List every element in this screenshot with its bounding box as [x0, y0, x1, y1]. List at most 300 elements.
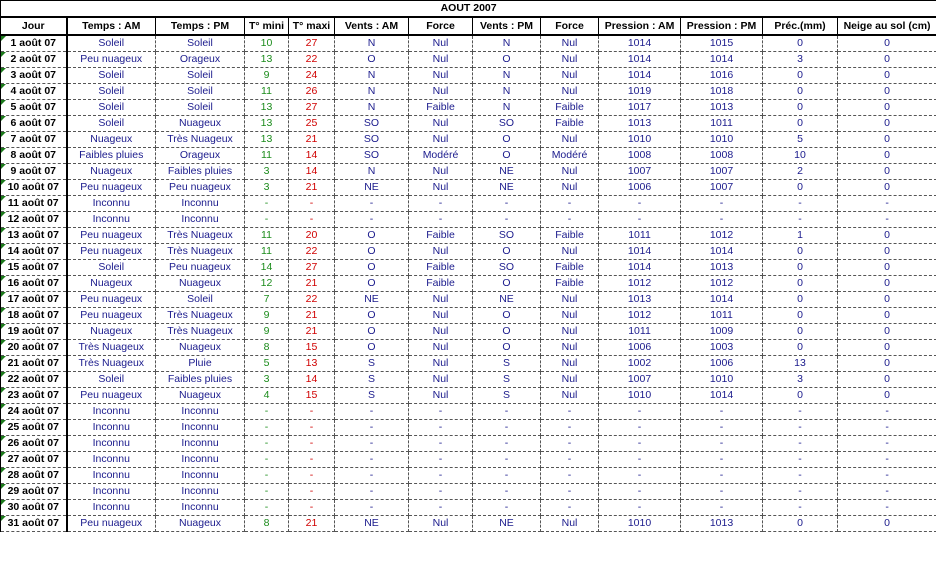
force-pm-cell[interactable]: Nul	[541, 244, 599, 260]
precip-cell[interactable]: -	[763, 436, 838, 452]
force-am-cell[interactable]: Nul	[409, 164, 473, 180]
wind-pm-cell[interactable]: S	[473, 356, 541, 372]
day-cell[interactable]: 25 août 07	[1, 420, 67, 436]
force-am-cell[interactable]: -	[409, 452, 473, 468]
pressure-am-cell[interactable]: 1007	[599, 164, 681, 180]
snow-cell[interactable]: -	[838, 196, 936, 212]
weather-am-cell[interactable]: Soleil	[67, 116, 156, 132]
precip-cell[interactable]: 0	[763, 35, 838, 52]
wind-pm-cell[interactable]: NE	[473, 164, 541, 180]
snow-cell[interactable]: 0	[838, 356, 936, 372]
snow-cell[interactable]: 0	[838, 148, 936, 164]
force-pm-cell[interactable]: -	[541, 420, 599, 436]
snow-cell[interactable]: -	[838, 212, 936, 228]
force-pm-cell[interactable]: Modéré	[541, 148, 599, 164]
force-am-cell[interactable]: Nul	[409, 68, 473, 84]
header-neige[interactable]: Neige au sol (cm)	[838, 17, 936, 35]
force-am-cell[interactable]: -	[409, 196, 473, 212]
force-pm-cell[interactable]: Nul	[541, 132, 599, 148]
max-temp-cell[interactable]: 21	[289, 276, 335, 292]
min-temp-cell[interactable]: 8	[245, 516, 289, 532]
weather-pm-cell[interactable]: Soleil	[156, 292, 245, 308]
wind-pm-cell[interactable]: O	[473, 244, 541, 260]
min-temp-cell[interactable]: 10	[245, 35, 289, 52]
wind-am-cell[interactable]: NE	[335, 516, 409, 532]
min-temp-cell[interactable]: 13	[245, 132, 289, 148]
pressure-am-cell[interactable]: 1014	[599, 52, 681, 68]
pressure-am-cell[interactable]: 1012	[599, 308, 681, 324]
snow-cell[interactable]: 0	[838, 100, 936, 116]
precip-cell[interactable]: 0	[763, 68, 838, 84]
wind-pm-cell[interactable]: NE	[473, 516, 541, 532]
day-cell[interactable]: 28 août 07	[1, 468, 67, 484]
weather-am-cell[interactable]: Peu nuageux	[67, 388, 156, 404]
force-pm-cell[interactable]: Nul	[541, 52, 599, 68]
precip-cell[interactable]: 0	[763, 388, 838, 404]
force-am-cell[interactable]: Nul	[409, 308, 473, 324]
pressure-am-cell[interactable]: 1007	[599, 372, 681, 388]
max-temp-cell[interactable]: 22	[289, 292, 335, 308]
max-temp-cell[interactable]: -	[289, 484, 335, 500]
weather-pm-cell[interactable]: Inconnu	[156, 404, 245, 420]
day-cell[interactable]: 31 août 07	[1, 516, 67, 532]
snow-cell[interactable]: 0	[838, 68, 936, 84]
snow-cell[interactable]: 0	[838, 324, 936, 340]
force-pm-cell[interactable]: -	[541, 484, 599, 500]
wind-pm-cell[interactable]: SO	[473, 260, 541, 276]
day-cell[interactable]: 7 août 07	[1, 132, 67, 148]
min-temp-cell[interactable]: 9	[245, 324, 289, 340]
max-temp-cell[interactable]: 15	[289, 340, 335, 356]
pressure-pm-cell[interactable]: 1011	[681, 308, 763, 324]
wind-pm-cell[interactable]: O	[473, 276, 541, 292]
weather-am-cell[interactable]: Inconnu	[67, 468, 156, 484]
wind-pm-cell[interactable]: O	[473, 308, 541, 324]
pressure-am-cell[interactable]: -	[599, 468, 681, 484]
pressure-am-cell[interactable]: 1006	[599, 180, 681, 196]
force-pm-cell[interactable]: -	[541, 212, 599, 228]
header-precipitation[interactable]: Préc.(mm)	[763, 17, 838, 35]
force-am-cell[interactable]: Nul	[409, 372, 473, 388]
precip-cell[interactable]: 1	[763, 228, 838, 244]
force-am-cell[interactable]: Nul	[409, 116, 473, 132]
max-temp-cell[interactable]: 22	[289, 52, 335, 68]
force-am-cell[interactable]: -	[409, 404, 473, 420]
header-temps-am[interactable]: Temps : AM	[67, 17, 156, 35]
max-temp-cell[interactable]: 13	[289, 356, 335, 372]
pressure-pm-cell[interactable]: 1011	[681, 116, 763, 132]
precip-cell[interactable]: 0	[763, 116, 838, 132]
wind-am-cell[interactable]: S	[335, 388, 409, 404]
snow-cell[interactable]: 0	[838, 516, 936, 532]
wind-pm-cell[interactable]: SO	[473, 116, 541, 132]
pressure-pm-cell[interactable]: 1013	[681, 260, 763, 276]
wind-am-cell[interactable]: -	[335, 420, 409, 436]
pressure-am-cell[interactable]: 1014	[599, 260, 681, 276]
pressure-pm-cell[interactable]: 1014	[681, 292, 763, 308]
min-temp-cell[interactable]: -	[245, 452, 289, 468]
pressure-pm-cell[interactable]: 1009	[681, 324, 763, 340]
wind-pm-cell[interactable]: N	[473, 100, 541, 116]
force-pm-cell[interactable]: Faible	[541, 276, 599, 292]
weather-am-cell[interactable]: Nuageux	[67, 276, 156, 292]
force-am-cell[interactable]: Nul	[409, 180, 473, 196]
max-temp-cell[interactable]: 24	[289, 68, 335, 84]
day-cell[interactable]: 21 août 07	[1, 356, 67, 372]
wind-am-cell[interactable]: N	[335, 164, 409, 180]
day-cell[interactable]: 22 août 07	[1, 372, 67, 388]
snow-cell[interactable]: -	[838, 500, 936, 516]
weather-pm-cell[interactable]: Nuageux	[156, 340, 245, 356]
snow-cell[interactable]: 0	[838, 132, 936, 148]
pressure-am-cell[interactable]: 1019	[599, 84, 681, 100]
force-pm-cell[interactable]: Nul	[541, 292, 599, 308]
min-temp-cell[interactable]: -	[245, 196, 289, 212]
min-temp-cell[interactable]: 13	[245, 116, 289, 132]
weather-pm-cell[interactable]: Très Nuageux	[156, 228, 245, 244]
pressure-pm-cell[interactable]: 1014	[681, 244, 763, 260]
pressure-am-cell[interactable]: 1014	[599, 35, 681, 52]
force-am-cell[interactable]: -	[409, 500, 473, 516]
weather-am-cell[interactable]: Peu nuageux	[67, 516, 156, 532]
min-temp-cell[interactable]: -	[245, 484, 289, 500]
precip-cell[interactable]: -	[763, 484, 838, 500]
pressure-am-cell[interactable]: 1014	[599, 68, 681, 84]
day-cell[interactable]: 2 août 07	[1, 52, 67, 68]
weather-pm-cell[interactable]: Très Nuageux	[156, 308, 245, 324]
max-temp-cell[interactable]: 20	[289, 228, 335, 244]
max-temp-cell[interactable]: -	[289, 420, 335, 436]
snow-cell[interactable]: 0	[838, 372, 936, 388]
min-temp-cell[interactable]: 5	[245, 356, 289, 372]
force-pm-cell[interactable]: -	[541, 196, 599, 212]
max-temp-cell[interactable]: 27	[289, 100, 335, 116]
weather-am-cell[interactable]: Nuageux	[67, 132, 156, 148]
max-temp-cell[interactable]: 21	[289, 324, 335, 340]
precip-cell[interactable]: 0	[763, 340, 838, 356]
force-pm-cell[interactable]: Nul	[541, 372, 599, 388]
wind-am-cell[interactable]: N	[335, 35, 409, 52]
pressure-pm-cell[interactable]: -	[681, 436, 763, 452]
min-temp-cell[interactable]: -	[245, 404, 289, 420]
min-temp-cell[interactable]: 3	[245, 372, 289, 388]
max-temp-cell[interactable]: -	[289, 500, 335, 516]
day-cell[interactable]: 19 août 07	[1, 324, 67, 340]
pressure-pm-cell[interactable]: 1014	[681, 388, 763, 404]
wind-pm-cell[interactable]: O	[473, 324, 541, 340]
wind-am-cell[interactable]: O	[335, 228, 409, 244]
pressure-am-cell[interactable]: -	[599, 436, 681, 452]
snow-cell[interactable]: -	[838, 484, 936, 500]
pressure-am-cell[interactable]: -	[599, 404, 681, 420]
min-temp-cell[interactable]: 11	[245, 228, 289, 244]
day-cell[interactable]: 9 août 07	[1, 164, 67, 180]
force-pm-cell[interactable]: Nul	[541, 180, 599, 196]
precip-cell[interactable]: -	[763, 468, 838, 484]
snow-cell[interactable]: 0	[838, 276, 936, 292]
snow-cell[interactable]: 0	[838, 116, 936, 132]
snow-cell[interactable]: -	[838, 404, 936, 420]
pressure-am-cell[interactable]: 1014	[599, 244, 681, 260]
force-pm-cell[interactable]: Nul	[541, 324, 599, 340]
pressure-pm-cell[interactable]: 1008	[681, 148, 763, 164]
force-am-cell[interactable]: Faible	[409, 260, 473, 276]
force-am-cell[interactable]: Nul	[409, 244, 473, 260]
snow-cell[interactable]: 0	[838, 180, 936, 196]
force-pm-cell[interactable]: Faible	[541, 260, 599, 276]
wind-pm-cell[interactable]: S	[473, 388, 541, 404]
wind-am-cell[interactable]: S	[335, 356, 409, 372]
day-cell[interactable]: 20 août 07	[1, 340, 67, 356]
pressure-pm-cell[interactable]: 1003	[681, 340, 763, 356]
day-cell[interactable]: 16 août 07	[1, 276, 67, 292]
weather-am-cell[interactable]: Inconnu	[67, 500, 156, 516]
pressure-am-cell[interactable]: 1010	[599, 132, 681, 148]
snow-cell[interactable]: -	[838, 436, 936, 452]
weather-pm-cell[interactable]: Peu nuageux	[156, 260, 245, 276]
max-temp-cell[interactable]: 25	[289, 116, 335, 132]
weather-pm-cell[interactable]: Nuageux	[156, 516, 245, 532]
precip-cell[interactable]: -	[763, 212, 838, 228]
precip-cell[interactable]: 0	[763, 516, 838, 532]
wind-am-cell[interactable]: -	[335, 212, 409, 228]
wind-am-cell[interactable]: SO	[335, 148, 409, 164]
weather-pm-cell[interactable]: Orageux	[156, 52, 245, 68]
precip-cell[interactable]: 0	[763, 260, 838, 276]
force-pm-cell[interactable]: Nul	[541, 388, 599, 404]
force-am-cell[interactable]: Modéré	[409, 148, 473, 164]
min-temp-cell[interactable]: -	[245, 212, 289, 228]
weather-pm-cell[interactable]: Inconnu	[156, 452, 245, 468]
force-pm-cell[interactable]: -	[541, 404, 599, 420]
day-cell[interactable]: 23 août 07	[1, 388, 67, 404]
wind-pm-cell[interactable]: SO	[473, 228, 541, 244]
snow-cell[interactable]: 0	[838, 52, 936, 68]
wind-am-cell[interactable]: O	[335, 308, 409, 324]
snow-cell[interactable]: 0	[838, 260, 936, 276]
max-temp-cell[interactable]: 14	[289, 148, 335, 164]
max-temp-cell[interactable]: -	[289, 452, 335, 468]
min-temp-cell[interactable]: 9	[245, 68, 289, 84]
weather-am-cell[interactable]: Soleil	[67, 260, 156, 276]
pressure-pm-cell[interactable]: 1012	[681, 276, 763, 292]
weather-pm-cell[interactable]: Très Nuageux	[156, 244, 245, 260]
pressure-pm-cell[interactable]: -	[681, 484, 763, 500]
weather-pm-cell[interactable]: Inconnu	[156, 196, 245, 212]
precip-cell[interactable]: 2	[763, 164, 838, 180]
pressure-am-cell[interactable]: 1010	[599, 388, 681, 404]
precip-cell[interactable]: 0	[763, 324, 838, 340]
pressure-pm-cell[interactable]: 1013	[681, 100, 763, 116]
weather-am-cell[interactable]: Peu nuageux	[67, 244, 156, 260]
precip-cell[interactable]: -	[763, 404, 838, 420]
wind-am-cell[interactable]: -	[335, 196, 409, 212]
max-temp-cell[interactable]: -	[289, 212, 335, 228]
wind-pm-cell[interactable]: N	[473, 84, 541, 100]
force-pm-cell[interactable]: -	[541, 468, 599, 484]
precip-cell[interactable]: -	[763, 420, 838, 436]
weather-am-cell[interactable]: Inconnu	[67, 404, 156, 420]
precip-cell[interactable]: 0	[763, 244, 838, 260]
wind-pm-cell[interactable]: -	[473, 436, 541, 452]
weather-am-cell[interactable]: Peu nuageux	[67, 228, 156, 244]
snow-cell[interactable]: -	[838, 452, 936, 468]
day-cell[interactable]: 27 août 07	[1, 452, 67, 468]
pressure-am-cell[interactable]: 1013	[599, 292, 681, 308]
pressure-pm-cell[interactable]: -	[681, 420, 763, 436]
header-force-am[interactable]: Force	[409, 17, 473, 35]
snow-cell[interactable]: 0	[838, 164, 936, 180]
precip-cell[interactable]: 0	[763, 100, 838, 116]
force-pm-cell[interactable]: Nul	[541, 68, 599, 84]
min-temp-cell[interactable]: 4	[245, 388, 289, 404]
force-am-cell[interactable]: Nul	[409, 356, 473, 372]
precip-cell[interactable]: -	[763, 196, 838, 212]
force-am-cell[interactable]: Nul	[409, 340, 473, 356]
day-cell[interactable]: 29 août 07	[1, 484, 67, 500]
header-pression-am[interactable]: Pression : AM	[599, 17, 681, 35]
force-am-cell[interactable]: Faible	[409, 228, 473, 244]
weather-pm-cell[interactable]: Très Nuageux	[156, 132, 245, 148]
pressure-am-cell[interactable]: -	[599, 484, 681, 500]
precip-cell[interactable]: -	[763, 452, 838, 468]
pressure-pm-cell[interactable]: 1010	[681, 372, 763, 388]
day-cell[interactable]: 3 août 07	[1, 68, 67, 84]
weather-am-cell[interactable]: Inconnu	[67, 484, 156, 500]
min-temp-cell[interactable]: 9	[245, 308, 289, 324]
pressure-pm-cell[interactable]: -	[681, 452, 763, 468]
weather-pm-cell[interactable]: Inconnu	[156, 468, 245, 484]
weather-pm-cell[interactable]: Nuageux	[156, 388, 245, 404]
weather-pm-cell[interactable]: Pluie	[156, 356, 245, 372]
weather-pm-cell[interactable]: Faibles pluies	[156, 164, 245, 180]
force-am-cell[interactable]: Nul	[409, 52, 473, 68]
min-temp-cell[interactable]: 8	[245, 340, 289, 356]
pressure-pm-cell[interactable]: 1012	[681, 228, 763, 244]
day-cell[interactable]: 10 août 07	[1, 180, 67, 196]
force-am-cell[interactable]: -	[409, 212, 473, 228]
force-pm-cell[interactable]: Nul	[541, 516, 599, 532]
min-temp-cell[interactable]: -	[245, 468, 289, 484]
day-cell[interactable]: 15 août 07	[1, 260, 67, 276]
force-am-cell[interactable]: Faible	[409, 276, 473, 292]
weather-pm-cell[interactable]: Inconnu	[156, 500, 245, 516]
wind-am-cell[interactable]: O	[335, 244, 409, 260]
wind-am-cell[interactable]: O	[335, 340, 409, 356]
header-jour[interactable]: Jour	[1, 17, 67, 35]
wind-pm-cell[interactable]: -	[473, 452, 541, 468]
snow-cell[interactable]: 0	[838, 292, 936, 308]
weather-pm-cell[interactable]: Faibles pluies	[156, 372, 245, 388]
max-temp-cell[interactable]: 21	[289, 180, 335, 196]
precip-cell[interactable]: 0	[763, 292, 838, 308]
force-pm-cell[interactable]: Nul	[541, 164, 599, 180]
wind-am-cell[interactable]: -	[335, 404, 409, 420]
pressure-am-cell[interactable]: -	[599, 500, 681, 516]
pressure-pm-cell[interactable]: 1018	[681, 84, 763, 100]
force-pm-cell[interactable]: Faible	[541, 228, 599, 244]
day-cell[interactable]: 14 août 07	[1, 244, 67, 260]
weather-am-cell[interactable]: Soleil	[67, 372, 156, 388]
wind-pm-cell[interactable]: O	[473, 132, 541, 148]
pressure-pm-cell[interactable]: 1007	[681, 164, 763, 180]
header-vents-pm[interactable]: Vents : PM	[473, 17, 541, 35]
min-temp-cell[interactable]: 11	[245, 84, 289, 100]
pressure-pm-cell[interactable]: -	[681, 404, 763, 420]
weather-am-cell[interactable]: Peu nuageux	[67, 308, 156, 324]
force-pm-cell[interactable]: -	[541, 452, 599, 468]
wind-am-cell[interactable]: SO	[335, 116, 409, 132]
precip-cell[interactable]: 0	[763, 308, 838, 324]
weather-am-cell[interactable]: Peu nuageux	[67, 180, 156, 196]
max-temp-cell[interactable]: -	[289, 436, 335, 452]
wind-pm-cell[interactable]: N	[473, 68, 541, 84]
weather-pm-cell[interactable]: Inconnu	[156, 484, 245, 500]
pressure-am-cell[interactable]: 1011	[599, 324, 681, 340]
weather-pm-cell[interactable]: Très Nuageux	[156, 324, 245, 340]
wind-pm-cell[interactable]: -	[473, 420, 541, 436]
wind-am-cell[interactable]: -	[335, 500, 409, 516]
force-pm-cell[interactable]: -	[541, 500, 599, 516]
precip-cell[interactable]: 3	[763, 372, 838, 388]
pressure-pm-cell[interactable]: -	[681, 468, 763, 484]
header-temps-pm[interactable]: Temps : PM	[156, 17, 245, 35]
weather-am-cell[interactable]: Inconnu	[67, 196, 156, 212]
pressure-pm-cell[interactable]: 1015	[681, 35, 763, 52]
wind-am-cell[interactable]: NE	[335, 180, 409, 196]
header-temp-max[interactable]: T° maxi	[289, 17, 335, 35]
weather-pm-cell[interactable]: Soleil	[156, 68, 245, 84]
weather-pm-cell[interactable]: Peu nuageux	[156, 180, 245, 196]
precip-cell[interactable]: 3	[763, 52, 838, 68]
weather-am-cell[interactable]: Peu nuageux	[67, 52, 156, 68]
pressure-am-cell[interactable]: 1011	[599, 228, 681, 244]
force-am-cell[interactable]: -	[409, 484, 473, 500]
snow-cell[interactable]: 0	[838, 244, 936, 260]
pressure-pm-cell[interactable]: -	[681, 196, 763, 212]
force-am-cell[interactable]: Nul	[409, 324, 473, 340]
day-cell[interactable]: 5 août 07	[1, 100, 67, 116]
weather-am-cell[interactable]: Nuageux	[67, 324, 156, 340]
force-pm-cell[interactable]: Nul	[541, 308, 599, 324]
weather-pm-cell[interactable]: Inconnu	[156, 436, 245, 452]
pressure-pm-cell[interactable]: 1007	[681, 180, 763, 196]
precip-cell[interactable]: 13	[763, 356, 838, 372]
min-temp-cell[interactable]: -	[245, 436, 289, 452]
pressure-am-cell[interactable]: 1006	[599, 340, 681, 356]
wind-am-cell[interactable]: O	[335, 276, 409, 292]
day-cell[interactable]: 13 août 07	[1, 228, 67, 244]
wind-am-cell[interactable]: -	[335, 452, 409, 468]
day-cell[interactable]: 12 août 07	[1, 212, 67, 228]
day-cell[interactable]: 11 août 07	[1, 196, 67, 212]
pressure-pm-cell[interactable]: -	[681, 500, 763, 516]
weather-am-cell[interactable]: Faibles pluies	[67, 148, 156, 164]
weather-am-cell[interactable]: Soleil	[67, 100, 156, 116]
day-cell[interactable]: 26 août 07	[1, 436, 67, 452]
min-temp-cell[interactable]: 11	[245, 244, 289, 260]
pressure-am-cell[interactable]: 1017	[599, 100, 681, 116]
day-cell[interactable]: 24 août 07	[1, 404, 67, 420]
wind-pm-cell[interactable]: -	[473, 484, 541, 500]
day-cell[interactable]: 17 août 07	[1, 292, 67, 308]
force-am-cell[interactable]: -	[409, 436, 473, 452]
wind-pm-cell[interactable]: -	[473, 468, 541, 484]
wind-am-cell[interactable]: -	[335, 484, 409, 500]
snow-cell[interactable]: 0	[838, 388, 936, 404]
force-pm-cell[interactable]: -	[541, 436, 599, 452]
wind-pm-cell[interactable]: O	[473, 340, 541, 356]
